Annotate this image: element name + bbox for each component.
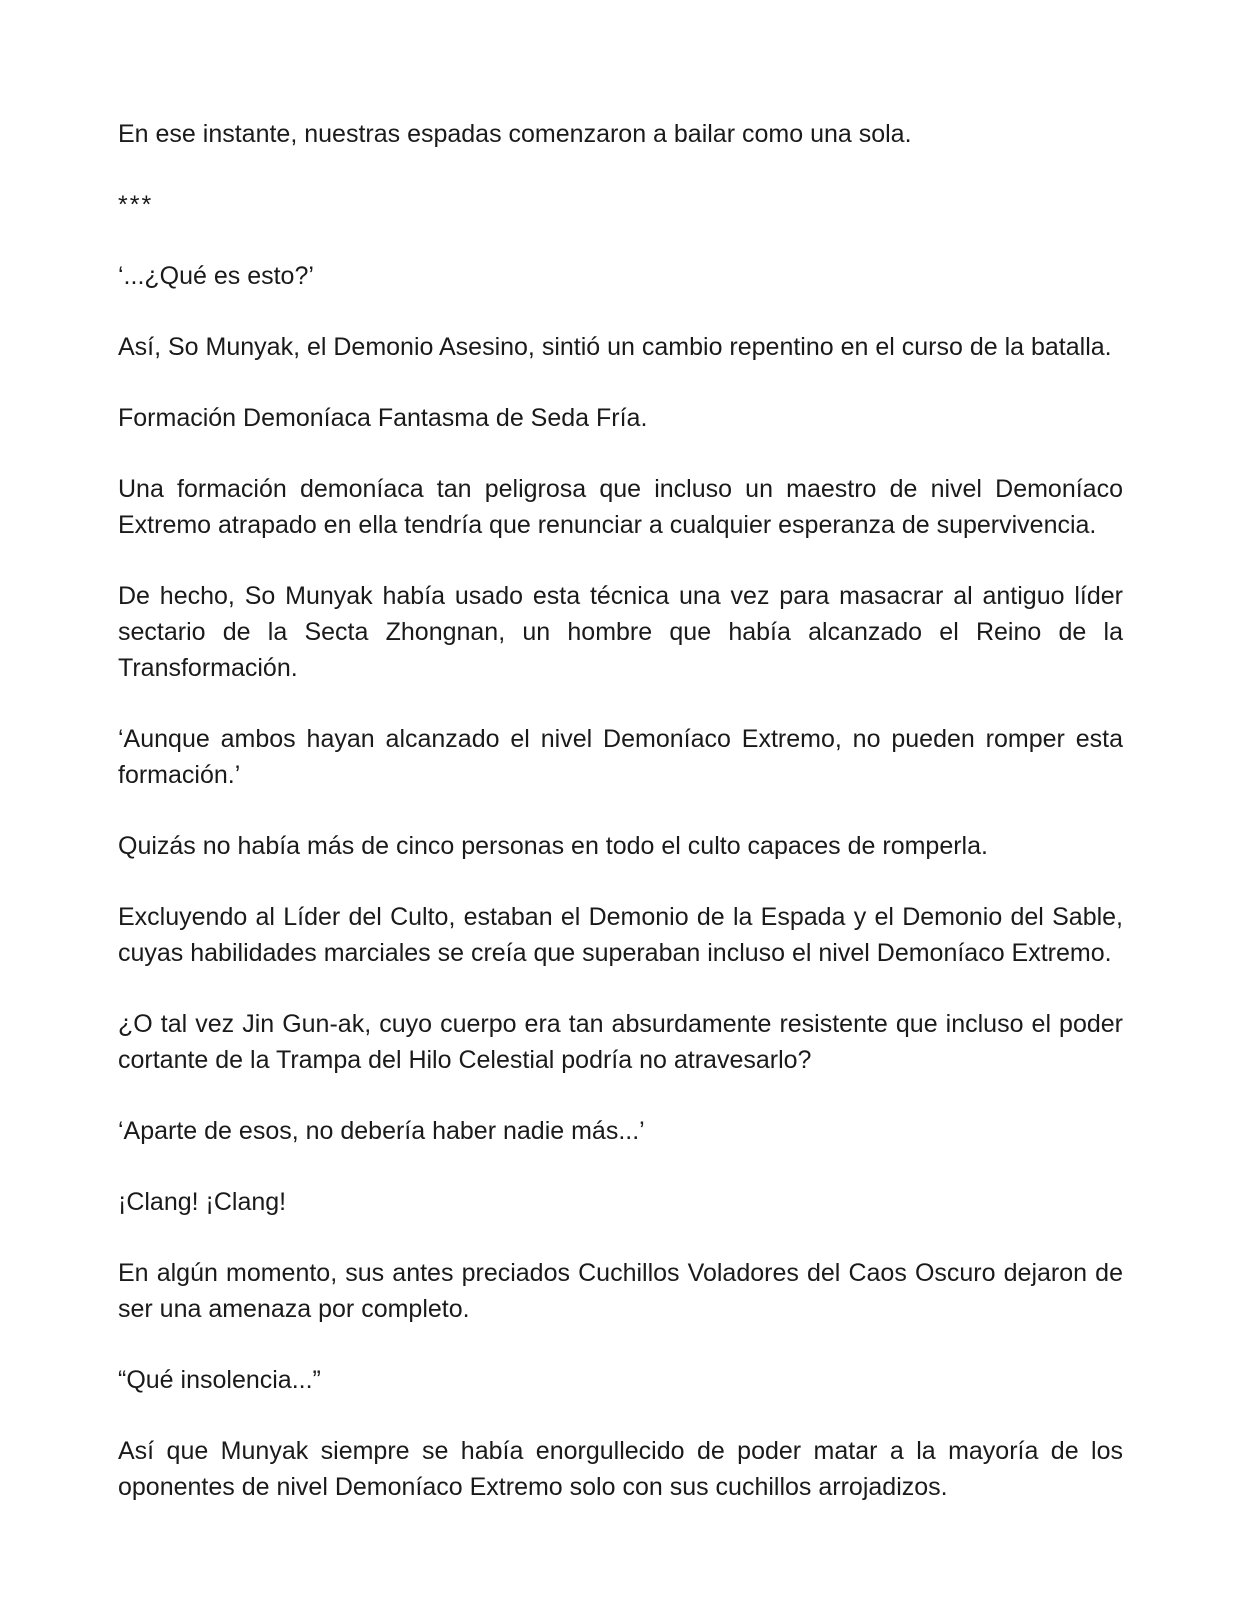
paragraph-11: ‘Aparte de esos, no debería haber nadie más...’	[118, 1117, 645, 1145]
section-separator: ***	[118, 191, 154, 219]
paragraph-9: Excluyendo al Líder del Culto, estaban el Demonio de la Espada y el Demonio del Sable, cuyas habilidades marciales se creía que superaban incluso el nivel Demoníaco Extremo.	[118, 903, 1123, 967]
paragraph-6: De hecho, So Munyak había usado esta técnica una vez para masacrar al antiguo líder sectario de la Secta Zhongnan, un hombre que había alcanzado el Reino de la Transformación.	[118, 582, 1123, 682]
paragraph-14: “Qué insolencia...”	[118, 1366, 321, 1394]
paragraph-8: Quizás no había más de cinco personas en todo el culto capaces de romperla.	[118, 832, 988, 860]
document-body	[118, 116, 1123, 1540]
paragraph-2: ‘...¿Qué es esto?’	[118, 262, 314, 290]
paragraph-5: Una formación demoníaca tan peligrosa que incluso un maestro de nivel Demoníaco Extremo atrapado en ella tendría que renunciar a cualquier esperanza de supervivencia.	[118, 475, 1123, 539]
paragraph-15: Así que Munyak siempre se había enorgullecido de poder matar a la mayoría de los oponentes de nivel Demoníaco Extremo solo con sus cuchillos arrojadizos.	[118, 1437, 1123, 1501]
paragraph-4: Formación Demoníaca Fantasma de Seda Fría.	[118, 404, 648, 432]
paragraph-12: ¡Clang! ¡Clang!	[118, 1188, 287, 1216]
paragraph-13: En algún momento, sus antes preciados Cuchillos Voladores del Caos Oscuro dejaron de ser una amenaza por completo.	[118, 1259, 1123, 1323]
paragraph-7: ‘Aunque ambos hayan alcanzado el nivel Demoníaco Extremo, no pueden romper esta formación.’	[118, 725, 1123, 789]
paragraph-1: En ese instante, nuestras espadas comenzaron a bailar como una sola.	[118, 120, 912, 148]
paragraph-10: ¿O tal vez Jin Gun-ak, cuyo cuerpo era tan absurdamente resistente que incluso el poder cortante de la Trampa del Hilo Celestial podría no atravesarlo?	[118, 1010, 1123, 1074]
paragraph-3: Así, So Munyak, el Demonio Asesino, sintió un cambio repentino en el curso de la batalla.	[118, 333, 1112, 361]
